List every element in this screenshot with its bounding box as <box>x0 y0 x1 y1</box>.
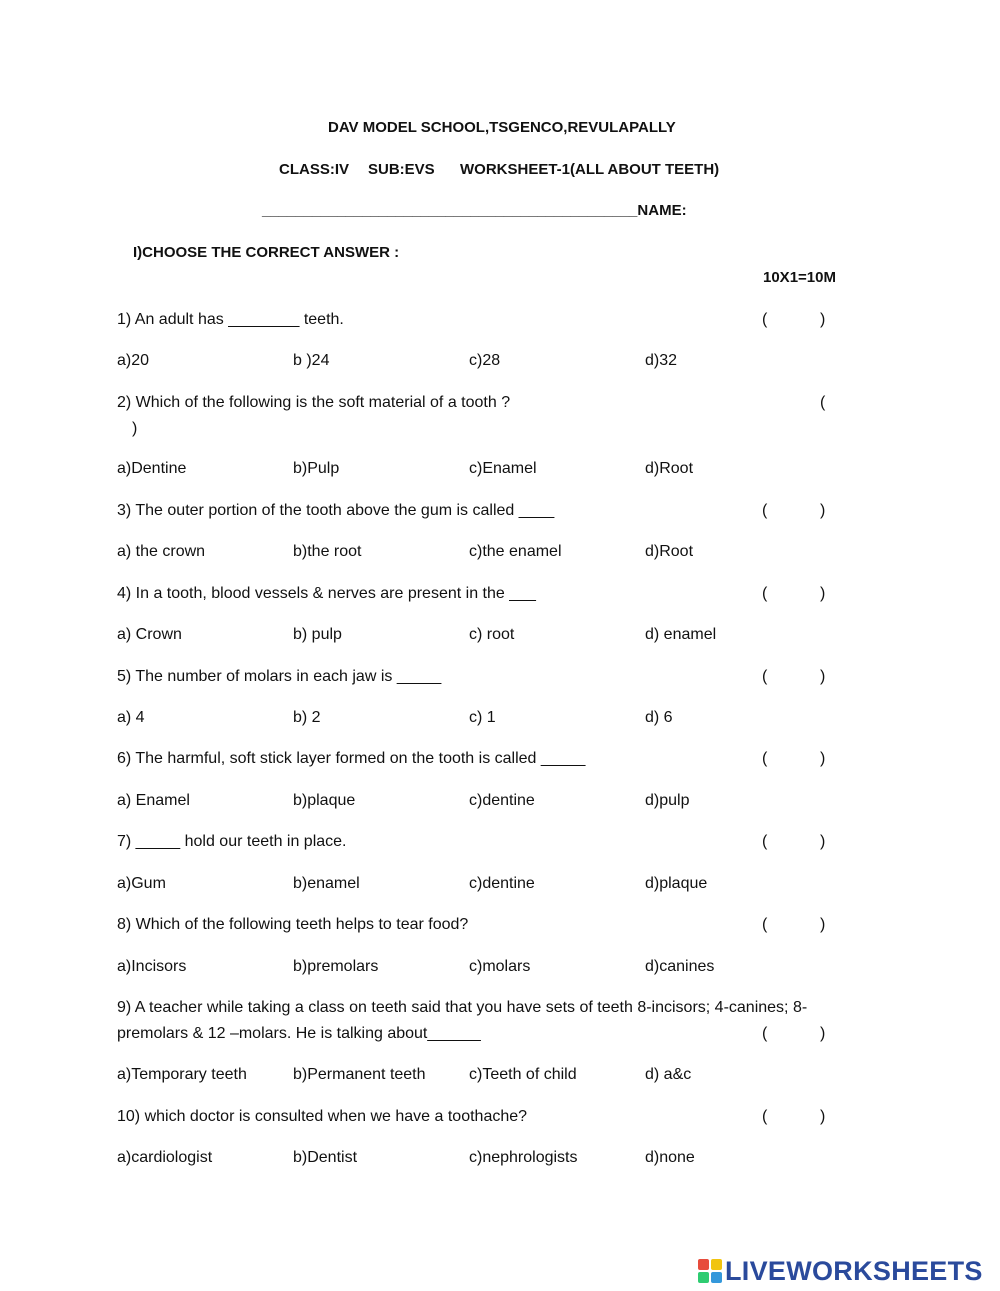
answer-paren-open: ( <box>762 1108 768 1125</box>
answer-option: b)the root <box>293 543 362 560</box>
answer-paren-close: ) <box>820 585 826 602</box>
answer-box[interactable] <box>774 668 818 688</box>
question-text: 9) A teacher while taking a class on teeth said that you have sets of teeth 8-incisors; 4-canines; 8- <box>117 999 808 1016</box>
answer-option: a) Enamel <box>117 792 190 809</box>
answer-box[interactable] <box>774 833 818 853</box>
answer-paren-close: ) <box>820 916 826 933</box>
answer-paren-close: ) <box>820 502 826 519</box>
question-text: 4) In a tooth, blood vessels & nerves are present in the ___ <box>117 585 536 602</box>
logo-tile <box>698 1272 709 1283</box>
question-text-continued: premolars & 12 –molars. He is talking about______ <box>117 1025 481 1042</box>
answer-option: b) pulp <box>293 626 342 643</box>
school-title: DAV MODEL SCHOOL,TSGENCO,REVULAPALLY <box>328 119 676 136</box>
answer-paren-open: ( <box>762 502 768 519</box>
answer-paren-open: ( <box>762 916 768 933</box>
answer-option: d)none <box>645 1149 695 1166</box>
answer-paren-open: ( <box>820 394 826 411</box>
answer-option: b)plaque <box>293 792 356 809</box>
answer-option: d) a&c <box>645 1066 692 1083</box>
logo-text: LIVEWORKSHEETS <box>725 1255 983 1286</box>
answer-option: c)Enamel <box>469 460 537 477</box>
answer-paren-open: ( <box>762 1025 768 1042</box>
answer-option: b)Pulp <box>293 460 340 477</box>
logo-tile <box>711 1272 722 1283</box>
answer-option: d)plaque <box>645 875 708 892</box>
subject-label: SUB:EVS <box>368 161 435 178</box>
answer-box[interactable] <box>774 750 818 770</box>
answer-option: a) the crown <box>117 543 206 560</box>
answer-box[interactable] <box>774 502 818 522</box>
answer-option: b)enamel <box>293 875 360 892</box>
answer-option: c)nephrologists <box>469 1149 578 1166</box>
question-text: 7) _____ hold our teeth in place. <box>117 833 347 850</box>
answer-box[interactable] <box>774 311 818 331</box>
question-text: 5) The number of molars in each jaw is _____ <box>117 668 442 685</box>
question-text: 3) The outer portion of the tooth above the gum is called ____ <box>117 502 555 519</box>
answer-paren-close: ) <box>820 1025 826 1042</box>
answer-option: d)Root <box>645 543 694 560</box>
liveworksheets-logo <box>698 1256 983 1286</box>
answer-option: a)Gum <box>117 875 166 892</box>
answer-paren-close: ) <box>132 420 138 437</box>
answer-option: d) enamel <box>645 626 717 643</box>
question-text: 8) Which of the following teeth helps to tear food? <box>117 916 469 933</box>
answer-option: b)Permanent teeth <box>293 1066 426 1083</box>
answer-option: a)20 <box>117 352 150 369</box>
answer-option: c) 1 <box>469 709 496 726</box>
worksheet-title: WORKSHEET-1(ALL ABOUT TEETH) <box>460 161 720 178</box>
answer-option: d)pulp <box>645 792 690 809</box>
answer-option: c)dentine <box>469 875 535 892</box>
answer-option: a) 4 <box>117 709 145 726</box>
question-text: 2) Which of the following is the soft material of a tooth ? <box>117 394 511 411</box>
section-title: I)CHOOSE THE CORRECT ANSWER : <box>133 244 400 261</box>
answer-paren-close: ) <box>820 1108 826 1125</box>
answer-box[interactable] <box>774 585 818 605</box>
answer-option: b) 2 <box>293 709 321 726</box>
answer-paren-close: ) <box>820 311 826 328</box>
answer-option: b)Dentist <box>293 1149 358 1166</box>
answer-option: a) Crown <box>117 626 182 643</box>
answer-box[interactable] <box>774 1108 818 1128</box>
answer-option: c)Teeth of child <box>469 1066 577 1083</box>
answer-option: c)dentine <box>469 792 535 809</box>
answer-paren-open: ( <box>762 311 768 328</box>
question-text: 1) An adult has ________ teeth. <box>117 311 344 328</box>
answer-paren-open: ( <box>762 833 768 850</box>
name-field[interactable]: _____________________________________________NAME: <box>262 202 687 219</box>
logo-tile <box>698 1259 709 1270</box>
answer-paren-close: ) <box>820 668 826 685</box>
answer-box[interactable] <box>774 1025 818 1045</box>
answer-paren-open: ( <box>762 585 768 602</box>
answer-paren-open: ( <box>762 668 768 685</box>
answer-option: a)Dentine <box>117 460 187 477</box>
answer-paren-close: ) <box>820 833 826 850</box>
answer-option: a)cardiologist <box>117 1149 213 1166</box>
answer-option: b )24 <box>293 352 330 369</box>
answer-option: b)premolars <box>293 958 379 975</box>
answer-option: d) 6 <box>645 709 673 726</box>
answer-option: a)Incisors <box>117 958 187 975</box>
question-text: 6) The harmful, soft stick layer formed on the tooth is called _____ <box>117 750 586 767</box>
class-label: CLASS:IV <box>279 161 350 178</box>
answer-paren-open: ( <box>762 750 768 767</box>
answer-option: a)Temporary teeth <box>117 1066 247 1083</box>
marks-label: 10X1=10M <box>763 269 836 286</box>
answer-option: c)28 <box>469 352 501 369</box>
logo-icon <box>698 1259 722 1283</box>
answer-option: d)canines <box>645 958 715 975</box>
answer-option: c)the enamel <box>469 543 562 560</box>
logo-tile <box>711 1259 722 1270</box>
answer-option: c) root <box>469 626 515 643</box>
answer-box[interactable] <box>832 394 852 414</box>
answer-option: d)32 <box>645 352 678 369</box>
answer-paren-close: ) <box>820 750 826 767</box>
question-text: 10) which doctor is consulted when we have a toothache? <box>117 1108 528 1125</box>
answer-box[interactable] <box>774 916 818 936</box>
answer-option: d)Root <box>645 460 694 477</box>
answer-option: c)molars <box>469 958 531 975</box>
